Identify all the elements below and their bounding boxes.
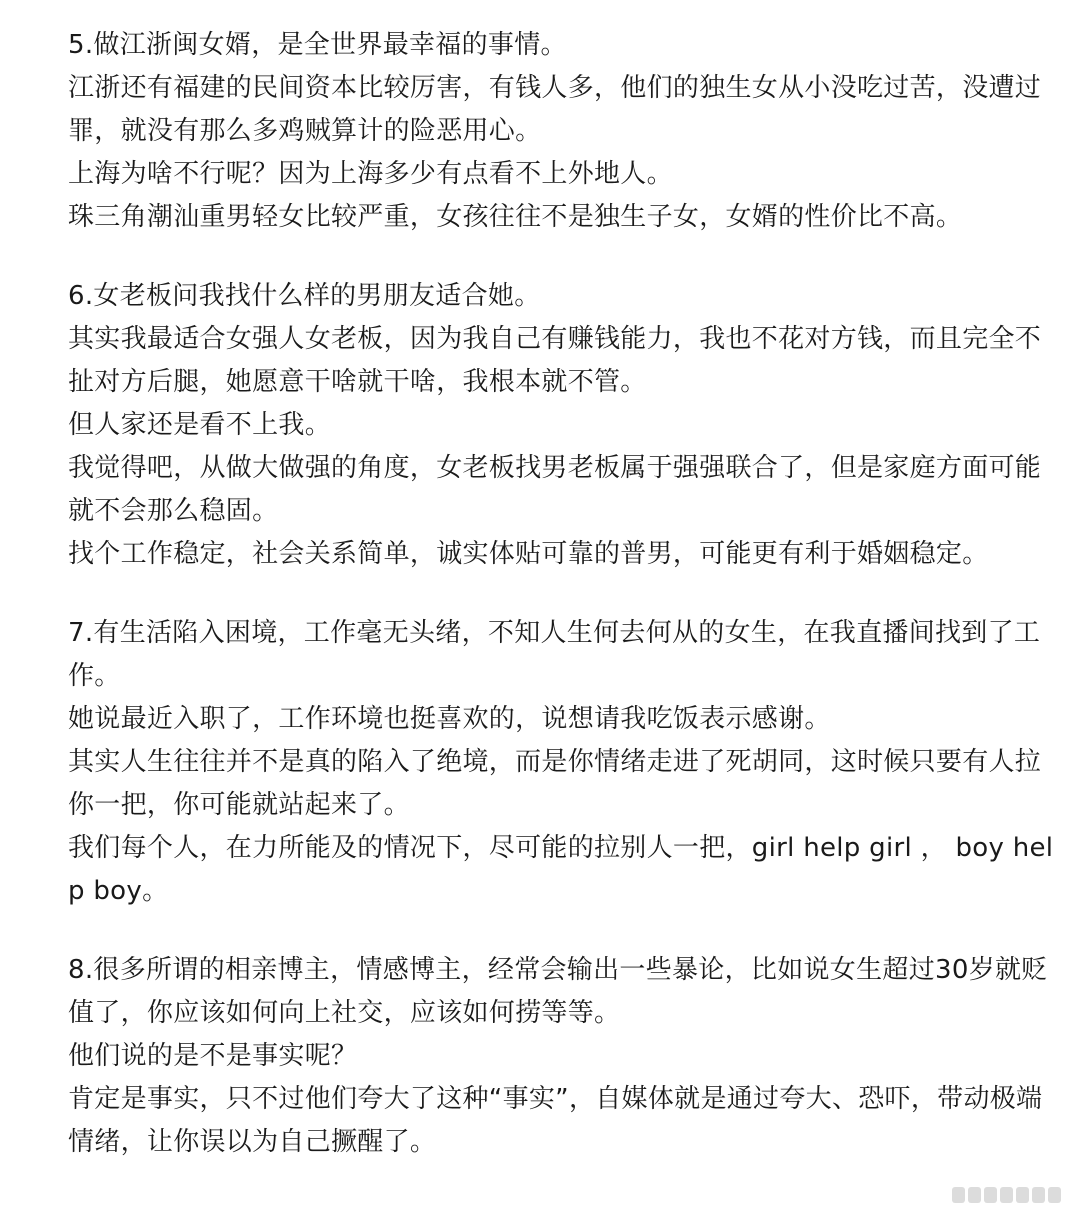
- paragraph-7-heading: 7.有生活陷入困境，工作毫无头绪，不知人生何去何从的女生，在我直播间找到了工作。: [68, 618, 1041, 691]
- paragraph-6-heading: 6.女老板问我找什么样的男朋友适合她。: [68, 281, 541, 311]
- paragraph-5: [68, 24, 1058, 239]
- paragraph-8-line: 他们说的是不是事实呢？: [68, 1041, 358, 1071]
- paragraph-7-line: 我们每个人，在力所能及的情况下，尽可能的拉别人一把，girl help girl ， boy help boy。: [68, 833, 1054, 906]
- paragraph-6: [68, 275, 1058, 576]
- paragraph-6-line: 找个工作稳定，社会关系简单，诚实体贴可靠的普男，可能更有利于婚姻稳定。: [68, 539, 989, 569]
- paragraph-6-line: 我觉得吧，从做大做强的角度，女老板找男老板属于强强联合了，但是家庭方面可能就不会那么稳固。: [68, 453, 1042, 526]
- paragraph-6-line: 但人家还是看不上我。: [68, 410, 332, 440]
- paragraph-5-line: 珠三角潮汕重男轻女比较严重，女孩往往不是独生子女，女婿的性价比不高。: [68, 202, 963, 232]
- image-stack-watermark-icon: [952, 1185, 1062, 1205]
- paragraph-7-line: 她说最近入职了，工作环境也挺喜欢的，说想请我吃饭表示感谢。: [68, 704, 831, 734]
- paragraph-6-line: 其实我最适合女强人女老板，因为我自己有赚钱能力，我也不花对方钱，而且完全不扯对方后腿，她愿意干啥就干啥，我根本就不管。: [68, 324, 1042, 397]
- paragraph-8-line: 肯定是事实，只不过他们夸大了这种“事实”，自媒体就是通过夸大、恐吓，带动极端情绪，让你误以为自己撅醒了。: [68, 1084, 1043, 1157]
- paragraph-5-heading: 5.做江浙闽女婿，是全世界最幸福的事情。: [68, 30, 567, 60]
- article-body: [68, 24, 1058, 1200]
- paragraph-7-line: 其实人生往往并不是真的陷入了绝境，而是你情绪走进了死胡同，这时候只要有人拉你一把，你可能就站起来了。: [68, 747, 1042, 820]
- paragraph-7: [68, 612, 1058, 913]
- paragraph-8-heading: 8.很多所谓的相亲博主，情感博主，经常会输出一些暴论，比如说女生超过30岁就贬值了，你应该如何向上社交，应该如何捞等等。: [68, 955, 1048, 1028]
- paragraph-5-line: 上海为啥不行呢？因为上海多少有点看不上外地人。: [68, 159, 673, 189]
- paragraph-8: [68, 949, 1058, 1164]
- paragraph-5-line: 江浙还有福建的民间资本比较厉害，有钱人多，他们的独生女从小没吃过苦，没遭过罪，就没有那么多鸡贼算计的险恶用心。: [68, 73, 1042, 146]
